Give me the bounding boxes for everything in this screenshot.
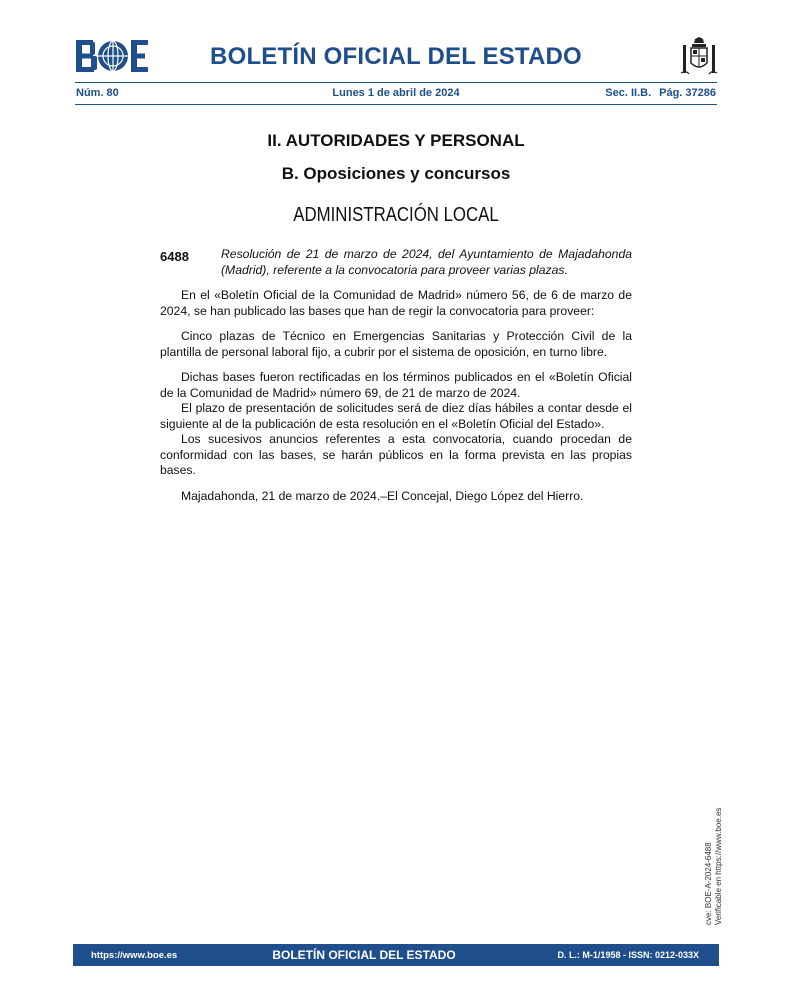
footer-legal: D. L.: M-1/1958 - ISSN: 0212-033X bbox=[557, 950, 699, 960]
boe-logo bbox=[76, 40, 148, 72]
header-rule-top bbox=[75, 82, 717, 83]
signature-line: Majadahonda, 21 de marzo de 2024.–El Concejal, Diego López del Hierro. bbox=[181, 488, 584, 503]
resolution-body bbox=[160, 288, 632, 504]
issue-number: Núm. 80 bbox=[76, 87, 119, 99]
body-paragraph: Dichas bases fueron rectificadas en los términos publicados en el «Boletín Oficial de la Comunidad de Madrid» número 69, de 21 de marzo de 2024. bbox=[160, 370, 632, 400]
page-label: Pág. 37286 bbox=[659, 87, 716, 99]
body-paragraph: Los sucesivos anuncios referentes a esta convocatoria, cuando procedan de conformidad con las bases, se harán públicos en la forma prevista en las propias bases. bbox=[160, 432, 632, 477]
body-paragraph: Cinco plazas de Técnico en Emergencias Sanitarias y Protección Civil de la plantilla de personal laboral fijo, a cubrir por el sistema de oposición, en turno libre. bbox=[160, 329, 632, 359]
body-paragraph: En el «Boletín Oficial de la Comunidad de Madrid» número 56, de 6 de marzo de 2024, se han publicado las bases que han de regir la convocatoria para proveer: bbox=[160, 288, 632, 318]
cve-code: cve: BOE-A-2024-6488 bbox=[704, 842, 713, 925]
bulletin-title: BOLETÍN OFICIAL DEL ESTADO bbox=[210, 43, 582, 70]
verification-note bbox=[704, 795, 724, 925]
spanish-coat-of-arms-icon bbox=[680, 37, 718, 77]
section-label: Sec. II.B. bbox=[605, 87, 652, 99]
administration-heading: ADMINISTRACIÓN LOCAL bbox=[293, 204, 499, 226]
header-rule-bottom bbox=[75, 104, 717, 105]
footer-bar bbox=[73, 944, 719, 966]
footer-url-link[interactable]: https://www.boe.es bbox=[91, 950, 178, 961]
body-paragraph: El plazo de presentación de solicitudes será de diez días hábiles a contar desde el siguiente al de la publicación de esta resolución en el «Boletín Oficial del Estado». bbox=[160, 401, 632, 431]
subsection-title: B. Oposiciones y concursos bbox=[281, 164, 511, 183]
section-page bbox=[597, 87, 716, 99]
resolution-summary: Resolución de 21 de marzo de 2024, del Ayuntamiento de Majadahonda (Madrid), referente a la convocatoria para proveer varias plazas. bbox=[221, 247, 632, 277]
footer-title: BOLETÍN OFICIAL DEL ESTADO bbox=[272, 948, 456, 962]
verify-link[interactable]: Verificable en https://www.boe.es bbox=[714, 807, 723, 925]
issue-date: Lunes 1 de abril de 2024 bbox=[332, 87, 460, 99]
reference-number: 6488 bbox=[160, 249, 189, 264]
section-title: II. AUTORIDADES Y PERSONAL bbox=[267, 131, 525, 150]
